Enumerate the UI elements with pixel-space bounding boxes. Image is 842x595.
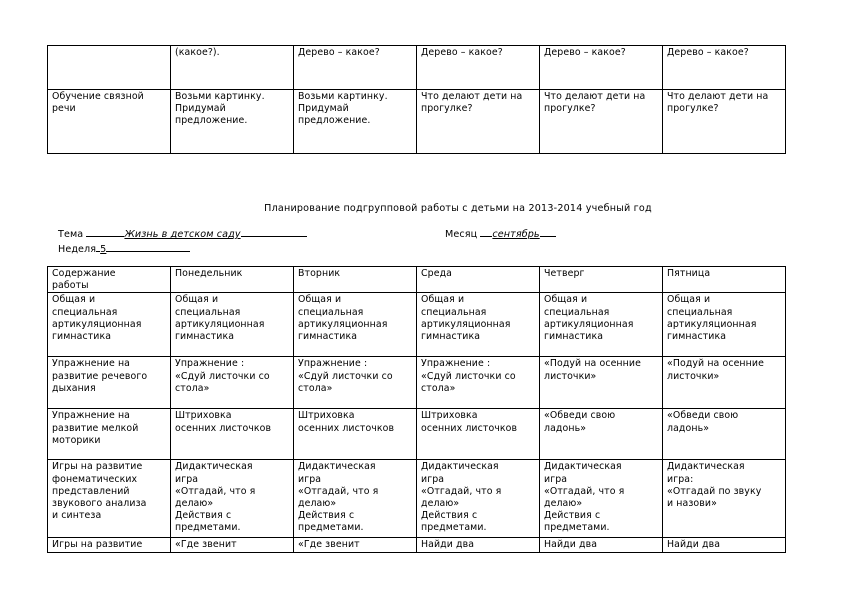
table-header-row [48, 267, 786, 293]
table-cell: Дерево – какое? [417, 46, 540, 90]
table-cell: (какое?). [171, 46, 294, 90]
table-cell: Найди два [663, 538, 786, 552]
table-cell: Найди два [417, 538, 540, 552]
table-cell: Дерево – какое? [663, 46, 786, 90]
column-header: Пятница [663, 267, 786, 293]
table-row [48, 90, 786, 154]
table-cell: Общая и специальная артикуляционная гимнастика [48, 293, 171, 357]
table-cell: Общая и специальная артикуляционная гимнастика [417, 293, 540, 357]
theme-label: Тема [58, 229, 84, 240]
week-label: Неделя [58, 244, 97, 255]
table-cell: Штриховка осенних листочков [294, 409, 417, 460]
table-cell: Упражнение на развитие речевого дыхания [48, 357, 171, 409]
table-cell: Дидактическая игра «Отгадай, что я делаю» Действия с предметами. [171, 460, 294, 538]
table-cell: Общая и специальная артикуляционная гимнастика [540, 293, 663, 357]
table-cell: Дерево – какое? [294, 46, 417, 90]
page-title: Планирование подгрупповой работы с детьми на 2013-2014 учебный год [264, 203, 652, 214]
month-value: сентябрь [492, 229, 540, 240]
table-cell: «Обведи свою ладонь» [540, 409, 663, 460]
table-cell: Дидактическая игра «Отгадай, что я делаю» Действия с предметами. [540, 460, 663, 538]
week-line [58, 242, 190, 255]
table-cell: Дидактическая игра «Отгадай, что я делаю» Действия с предметами. [294, 460, 417, 538]
table-cell: «Обведи свою ладонь» [663, 409, 786, 460]
table-cell: Упражнение : «Сдуй листочки со стола» [417, 357, 540, 409]
table-row [48, 460, 786, 538]
column-header: Вторник [294, 267, 417, 293]
table-cell: «Подуй на осенние листочки» [663, 357, 786, 409]
theme-value: Жизнь в детском саду [124, 229, 241, 240]
table-row [48, 538, 786, 552]
table-cell: Что делают дети на прогулке? [417, 90, 540, 154]
table-cell: Упражнение : «Сдуй листочки со стола» [294, 357, 417, 409]
table-cell: Общая и специальная артикуляционная гимнастика [171, 293, 294, 357]
column-header: Четверг [540, 267, 663, 293]
table-row [48, 409, 786, 460]
month-line [445, 227, 556, 240]
previous-page-table [47, 45, 786, 154]
table-cell: Возьми картинку. Придумай предложение. [294, 90, 417, 154]
table-cell: Штриховка осенних листочков [171, 409, 294, 460]
table-cell: Общая и специальная артикуляционная гимнастика [663, 293, 786, 357]
table-cell: Что делают дети на прогулке? [540, 90, 663, 154]
table-cell: Штриховка осенних листочков [417, 409, 540, 460]
table-cell: Упражнение на развитие мелкой моторики [48, 409, 171, 460]
table-row [48, 46, 786, 90]
table-cell: «Где звенит [171, 538, 294, 552]
table-cell: Что делают дети на прогулке? [663, 90, 786, 154]
table-cell: Игры на развитие фонематических представлений звукового анализа и синтеза [48, 460, 171, 538]
column-header: Содержание работы [48, 267, 171, 293]
table-cell: Игры на развитие [48, 538, 171, 552]
table-cell: «Где звенит [294, 538, 417, 552]
month-label: Месяц [445, 229, 478, 240]
planning-table [47, 266, 786, 553]
table-cell: Возьми картинку. Придумай предложение. [171, 90, 294, 154]
table-row [48, 293, 786, 357]
table-cell: Дидактическая игра «Отгадай, что я делаю» Действия с предметами. [417, 460, 540, 538]
table-cell: «Подуй на осенние листочки» [540, 357, 663, 409]
theme-line [58, 227, 307, 240]
column-header: Понедельник [171, 267, 294, 293]
table-cell: Дерево – какое? [540, 46, 663, 90]
table-row [48, 357, 786, 409]
table-cell: Найди два [540, 538, 663, 552]
week-value: 5 [100, 244, 107, 255]
column-header: Среда [417, 267, 540, 293]
table-cell: Упражнение : «Сдуй листочки со стола» [171, 357, 294, 409]
table-cell: Дидактическая игра: «Отгадай по звуку и назови» [663, 460, 786, 538]
table-cell: Общая и специальная артикуляционная гимнастика [294, 293, 417, 357]
table-cell: Обучение связной речи [48, 90, 171, 154]
table-cell [48, 46, 171, 90]
